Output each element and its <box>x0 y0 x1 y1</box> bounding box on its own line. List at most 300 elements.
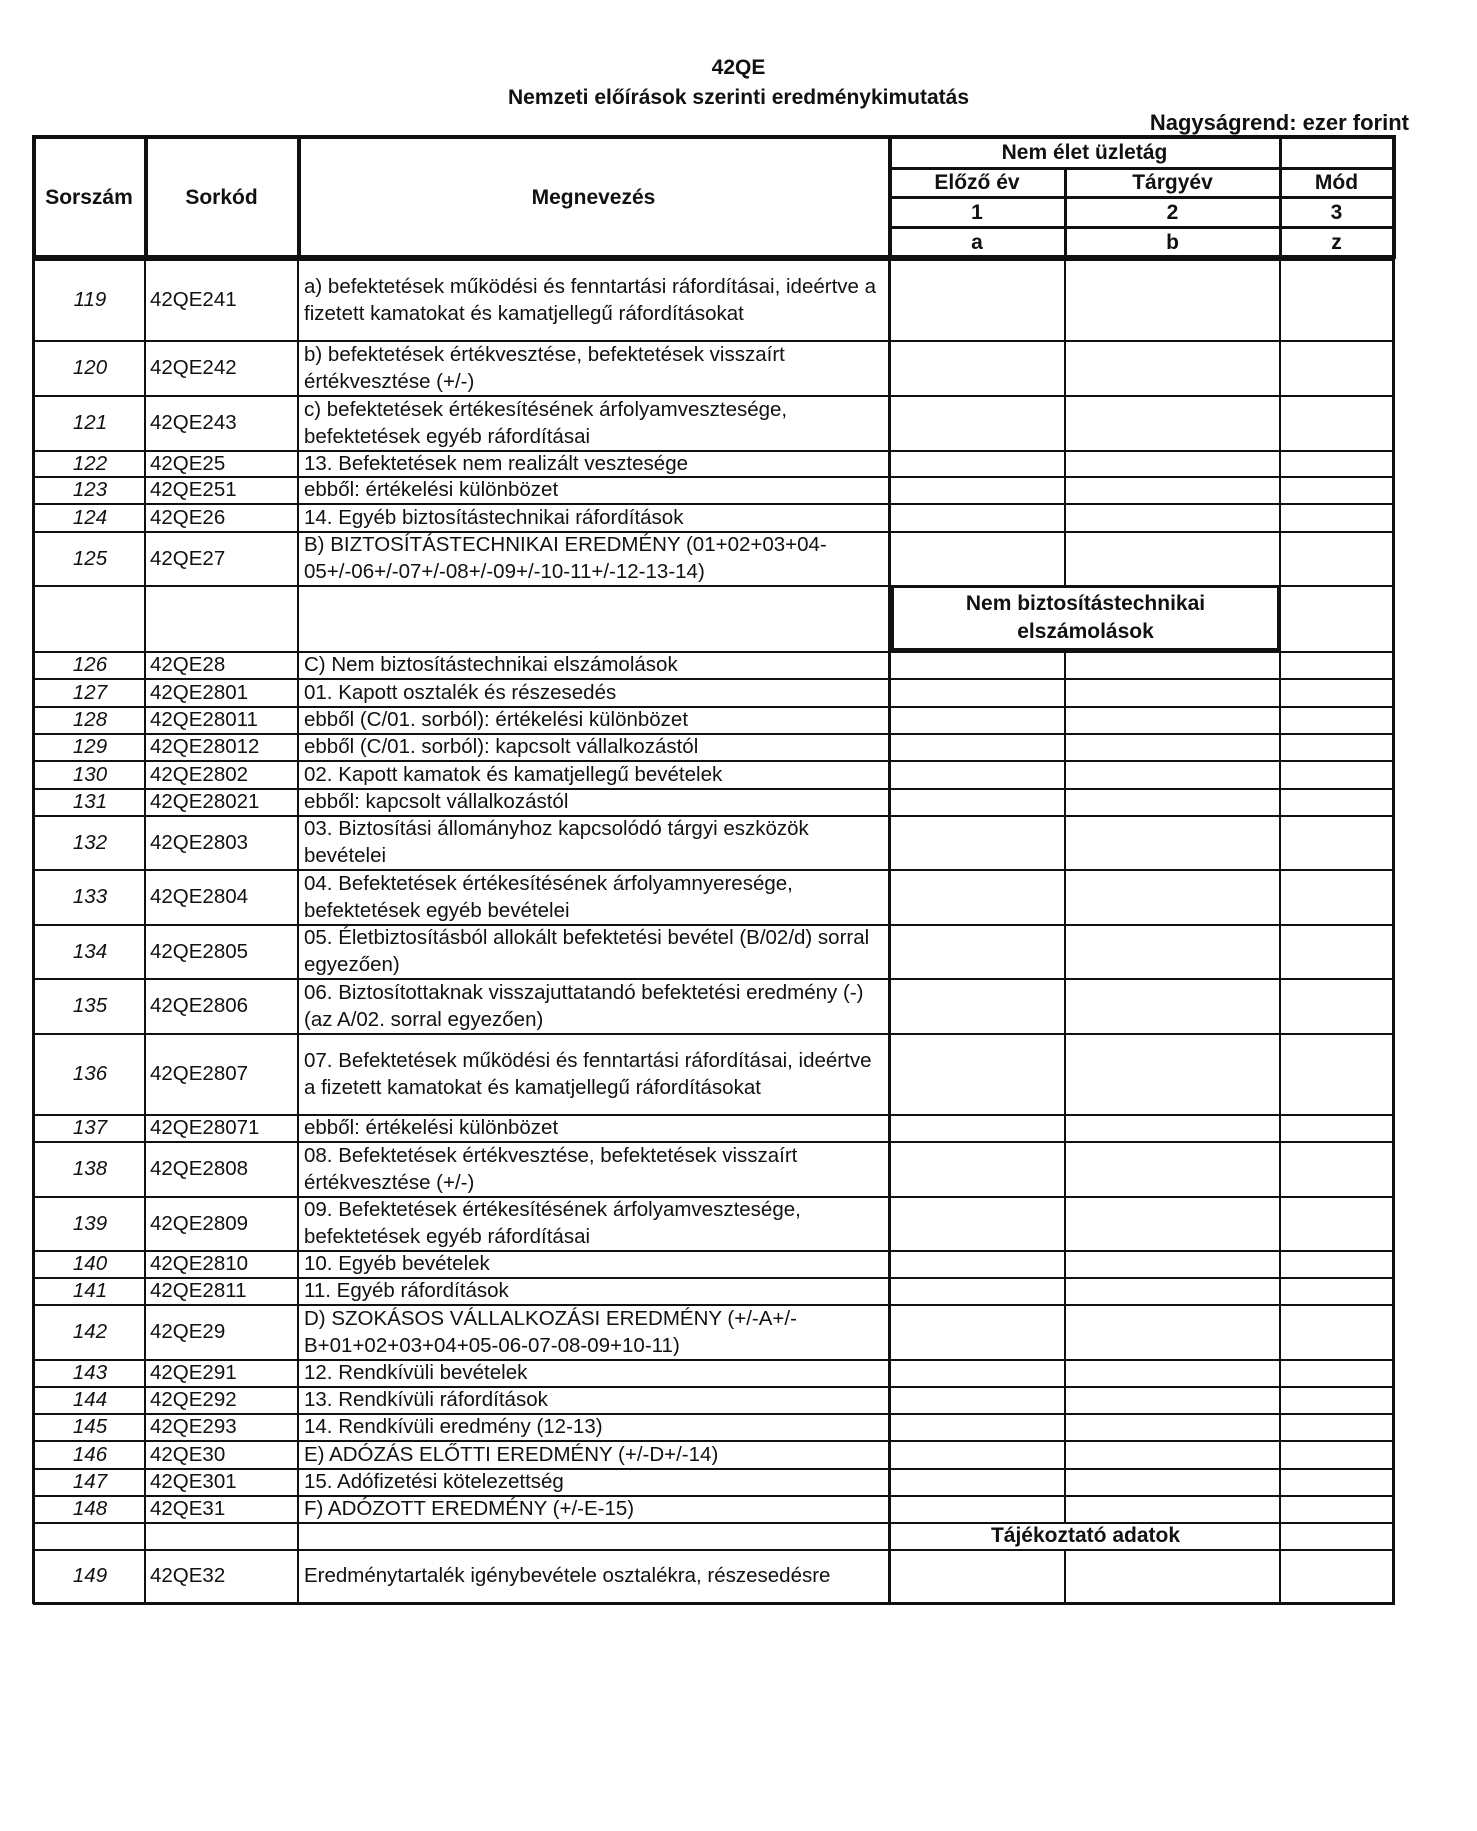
row-separator <box>33 395 1395 397</box>
row-code: 42QE291 <box>150 1361 237 1384</box>
value-cell-mod[interactable] <box>1281 1305 1392 1359</box>
row-name: 13. Befektetések nem realizált vesztesége <box>304 451 689 475</box>
body-vline <box>1279 978 1281 1033</box>
body-vline <box>1279 1413 1281 1440</box>
body-vline <box>1279 1114 1281 1141</box>
value-cell-current-year[interactable] <box>1066 816 1279 869</box>
body-vline <box>1064 503 1066 531</box>
body-vline <box>1064 1359 1066 1386</box>
value-cell-mod[interactable] <box>1281 1414 1392 1440</box>
value-cell-current-year[interactable] <box>1066 1550 1279 1602</box>
row-separator <box>33 978 1395 980</box>
row-separator <box>33 869 1395 871</box>
body-vline <box>1279 1196 1281 1250</box>
body-vline <box>1279 1250 1281 1277</box>
value-cell-current-year[interactable] <box>1066 652 1279 678</box>
row-separator <box>33 1495 1395 1497</box>
body-vline <box>1279 1033 1281 1114</box>
value-cell-mod[interactable] <box>1281 1469 1392 1495</box>
value-cell-prev-year[interactable] <box>891 504 1065 531</box>
row-separator <box>33 1277 1395 1279</box>
value-cell-current-year[interactable] <box>1066 1142 1279 1196</box>
value-cell-current-year[interactable] <box>1066 1251 1279 1277</box>
body-vline <box>1279 1522 1281 1549</box>
row-number: 139 <box>72 1211 108 1235</box>
row-name: 11. Egyéb ráfordítások <box>304 1279 509 1302</box>
row-separator <box>33 585 1395 587</box>
body-vline <box>1064 1196 1066 1250</box>
row-code: 42QE2811 <box>150 1279 247 1302</box>
row-name: a) befektetések működési és fenntartási ráfordításai, ideértve a fizetett kamatokat és kamatjellegű ráfordításokat <box>304 274 877 325</box>
row-name: Eredménytartalék igénybevétele osztalékra, részesedésre <box>304 1564 831 1587</box>
row-code: 42QE293 <box>150 1415 237 1438</box>
body-vline <box>1279 1440 1281 1468</box>
row-number: 131 <box>72 790 108 813</box>
body-vline <box>1064 340 1066 395</box>
value-cell-mod[interactable] <box>1281 504 1392 531</box>
value-cell-current-year[interactable] <box>1066 679 1279 706</box>
value-cell-prev-year[interactable] <box>891 1034 1065 1114</box>
row-separator <box>33 1141 1395 1143</box>
row-code: 42QE242 <box>150 356 237 379</box>
body-vline <box>1279 788 1281 815</box>
row-name: F) ADÓZOTT EREDMÉNY (+/-E-15) <box>304 1497 635 1520</box>
row-name: 08. Befektetések értékvesztése, befektetések visszaírt értékvesztése (+/-) <box>304 1143 798 1194</box>
row-code: 42QE2809 <box>150 1211 249 1235</box>
row-code: 42QE292 <box>150 1388 237 1411</box>
value-cell-prev-year[interactable] <box>891 1305 1065 1359</box>
col-header-prev-year: Előző év <box>934 171 1020 194</box>
body-vline <box>1279 340 1281 395</box>
row-separator <box>33 678 1395 680</box>
value-cell-prev-year[interactable] <box>891 1550 1065 1602</box>
body-vline <box>1064 760 1066 788</box>
row-separator <box>33 476 1395 478</box>
row-code: 42QE32 <box>150 1564 226 1587</box>
body-vline <box>1392 259 1395 1604</box>
row-separator <box>33 788 1395 790</box>
row-separator <box>33 924 1395 926</box>
row-code: 42QE243 <box>150 411 237 434</box>
value-cell-mod[interactable] <box>1281 1550 1392 1602</box>
row-name: D) SZOKÁSOS VÁLLALKOZÁSI EREDMÉNY (+/-A+/-B+01+02+03+04+05-06-07-08-09+10-11) <box>304 1306 797 1357</box>
row-number: 127 <box>72 680 108 704</box>
value-cell-current-year[interactable] <box>1066 1414 1279 1440</box>
value-cell-mod[interactable] <box>1281 1441 1392 1468</box>
row-code: 42QE2807 <box>150 1062 249 1085</box>
body-vline <box>1064 450 1066 476</box>
row-name: E) ADÓZÁS ELŐTTI EREDMÉNY (+/-D+/-14) <box>304 1442 719 1466</box>
row-code: 42QE25 <box>150 451 226 475</box>
body-vline <box>1279 1277 1281 1304</box>
row-number: 148 <box>72 1497 108 1520</box>
value-cell-current-year[interactable] <box>1066 477 1279 503</box>
value-cell-mod[interactable] <box>1281 341 1392 395</box>
row-number: 122 <box>72 451 108 475</box>
row-number: 142 <box>72 1320 108 1343</box>
body-vline <box>1064 1440 1066 1468</box>
value-cell-prev-year[interactable] <box>891 1142 1065 1196</box>
body-vline <box>1064 815 1066 869</box>
row-code: 42QE29 <box>150 1320 226 1343</box>
body-vline <box>1064 733 1066 760</box>
row-name: 03. Biztosítási állományhoz kapcsolódó tárgyi eszközök bevételei <box>304 817 809 867</box>
value-cell-prev-year[interactable] <box>891 870 1065 924</box>
row-name: 15. Adófizetési kötelezettség <box>304 1470 564 1493</box>
value-cell-mod[interactable] <box>1281 979 1392 1033</box>
section-header-info: Tájékoztató adatok <box>990 1524 1181 1547</box>
body-vline <box>1279 1495 1281 1522</box>
body-vline <box>1279 531 1281 585</box>
form-code: 42QE <box>711 56 766 79</box>
value-cell-mod[interactable] <box>1281 1251 1392 1277</box>
value-cell-mod[interactable] <box>1281 1387 1392 1413</box>
row-code: 42QE28 <box>150 653 226 676</box>
row-code: 42QE2804 <box>150 885 249 908</box>
section-header-nonins: Nem biztosítástechnikai elszámolások <box>891 585 1280 651</box>
value-cell-mod[interactable] <box>1281 1197 1392 1250</box>
value-cell-prev-year[interactable] <box>891 341 1065 395</box>
row-code: 42QE28071 <box>150 1116 260 1139</box>
row-name: 09. Befektetések értékesítésének árfolyamvesztesége, befektetések egyéb ráfordításai <box>304 1198 801 1248</box>
value-cell-prev-year[interactable] <box>891 1197 1065 1250</box>
value-cell-current-year[interactable] <box>1066 1360 1279 1386</box>
value-cell-current-year[interactable] <box>1066 341 1279 395</box>
value-cell-prev-year[interactable] <box>891 1251 1065 1277</box>
value-cell-prev-year[interactable] <box>891 532 1065 585</box>
value-cell-mod[interactable] <box>1281 679 1392 706</box>
body-vline <box>1279 651 1281 678</box>
body-vline <box>1279 1359 1281 1386</box>
value-cell-current-year[interactable] <box>1066 789 1279 815</box>
row-name: ebből (C/01. sorból): értékelési különbözet <box>304 708 689 731</box>
value-cell-mod[interactable] <box>1281 789 1392 815</box>
row-separator <box>33 1250 1395 1252</box>
body-vline <box>1279 733 1281 760</box>
body-vline <box>1279 1549 1281 1602</box>
body-vline <box>1279 1386 1281 1413</box>
value-cell-current-year[interactable] <box>1066 734 1279 760</box>
value-cell-mod[interactable] <box>1281 532 1392 585</box>
row-number: 120 <box>72 356 108 379</box>
row-number: 149 <box>72 1564 108 1587</box>
value-cell-current-year[interactable] <box>1066 979 1279 1033</box>
value-cell-current-year[interactable] <box>1066 761 1279 788</box>
value-cell-mod[interactable] <box>1281 707 1392 733</box>
row-name: 02. Kapott kamatok és kamatjellegű bevételek <box>304 762 723 786</box>
value-cell-prev-year[interactable] <box>891 652 1065 678</box>
body-vline <box>1064 1114 1066 1141</box>
col-header-sorszam: Sorszám <box>45 185 133 209</box>
value-cell-prev-year[interactable] <box>891 396 1065 450</box>
row-number: 123 <box>72 478 108 501</box>
value-cell-mod[interactable] <box>1281 1034 1392 1114</box>
row-name: 07. Befektetések működési és fenntartási ráfordításai, ideértve a fizetett kamatokat és kamatjellegű ráfordításokat <box>304 1048 872 1099</box>
row-separator <box>33 1522 1395 1524</box>
row-separator <box>33 531 1395 533</box>
row-number: 136 <box>72 1062 108 1085</box>
row-name: B) BIZTOSÍTÁSTECHNIKAI EREDMÉNY (01+02+03+04-05+/-06+/-07+/-08+/-09+/-10-11+/-12-13-14) <box>304 533 827 583</box>
body-vline <box>1064 395 1066 450</box>
value-cell-current-year[interactable] <box>1066 1496 1279 1522</box>
row-code: 42QE2801 <box>150 680 249 704</box>
value-cell-mod[interactable] <box>1281 1278 1392 1304</box>
value-cell-prev-year[interactable] <box>891 451 1065 476</box>
value-cell-mod[interactable] <box>1281 396 1392 450</box>
col-header-current-year: Tárgyév <box>1132 171 1213 194</box>
row-separator <box>33 1440 1395 1442</box>
body-vline <box>1279 869 1281 924</box>
row-separator <box>33 1033 1395 1035</box>
body-vline <box>1279 924 1281 978</box>
value-cell-mod[interactable] <box>1281 1115 1392 1141</box>
value-cell-current-year[interactable] <box>1066 451 1279 476</box>
row-code: 42QE251 <box>150 478 237 501</box>
row-separator <box>33 651 1395 653</box>
value-cell-current-year[interactable] <box>1066 1278 1279 1304</box>
body-vline <box>1279 678 1281 706</box>
body-vline <box>1064 476 1066 503</box>
row-number: 125 <box>72 546 108 570</box>
row-number: 144 <box>72 1388 108 1411</box>
value-cell-mod[interactable] <box>1281 477 1392 503</box>
row-number: 133 <box>72 885 108 908</box>
value-cell-prev-year[interactable] <box>891 734 1065 760</box>
row-code: 42QE28012 <box>150 735 260 758</box>
body-vline <box>1279 1468 1281 1495</box>
row-number: 128 <box>72 708 108 731</box>
row-name: ebből: értékelési különbözet <box>304 1116 559 1139</box>
body-vline <box>1064 651 1066 678</box>
row-code: 42QE241 <box>150 288 237 311</box>
value-cell-current-year[interactable] <box>1066 504 1279 531</box>
value-cell-prev-year[interactable] <box>891 1441 1065 1468</box>
row-name: C) Nem biztosítástechnikai elszámolások <box>304 653 678 676</box>
row-number: 129 <box>72 735 108 758</box>
row-code: 42QE30 <box>150 1442 226 1466</box>
row-name: 14. Egyéb biztosítástechnikai ráfordítások <box>304 505 684 529</box>
table-bottom-border <box>33 1602 1395 1605</box>
col-header-sorkod: Sorkód <box>185 185 258 209</box>
row-separator <box>33 1549 1395 1551</box>
body-vline <box>1279 585 1281 651</box>
body-vline <box>1279 395 1281 450</box>
col-number-2: 2 <box>1166 201 1179 224</box>
row-name: c) befektetések értékesítésének árfolyamvesztesége, befektetések egyéb ráfordításai <box>304 397 788 448</box>
value-cell-current-year[interactable] <box>1066 1034 1279 1114</box>
row-number: 146 <box>72 1442 108 1466</box>
body-vline <box>1064 1468 1066 1495</box>
value-cell-prev-year[interactable] <box>891 816 1065 869</box>
row-separator <box>33 706 1395 708</box>
col-number-3: 3 <box>1330 201 1343 224</box>
row-code: 42QE2802 <box>150 762 249 786</box>
row-code: 42QE31 <box>150 1497 226 1520</box>
row-separator <box>33 733 1395 735</box>
value-cell-prev-year[interactable] <box>891 979 1065 1033</box>
body-vline <box>1064 678 1066 706</box>
row-separator <box>33 1304 1395 1306</box>
row-code: 42QE28021 <box>150 790 260 813</box>
value-cell-prev-year[interactable] <box>891 1360 1065 1386</box>
row-number: 141 <box>72 1279 108 1302</box>
value-cell-mod[interactable] <box>1281 870 1392 924</box>
row-number: 143 <box>72 1361 108 1384</box>
row-separator <box>33 450 1395 452</box>
row-name: ebből: kapcsolt vállalkozástól <box>304 790 569 813</box>
row-number: 121 <box>72 411 108 434</box>
row-name: 04. Befektetések értékesítésének árfolyamnyeresége, befektetések egyéb bevételei <box>304 871 793 922</box>
body-vline <box>1279 1304 1281 1359</box>
row-name: 06. Biztosítottaknak visszajuttatandó befektetési eredmény (-) (az A/02. sorral egyezően) <box>304 980 864 1031</box>
col-number-1: 1 <box>971 201 983 224</box>
row-separator <box>33 760 1395 762</box>
row-number: 145 <box>72 1415 108 1438</box>
col-letter-z: z <box>1331 231 1342 254</box>
body-vline <box>1064 1033 1066 1114</box>
value-cell-current-year[interactable] <box>1066 1115 1279 1141</box>
value-cell-current-year[interactable] <box>1066 1305 1279 1359</box>
value-cell-current-year[interactable] <box>1066 260 1279 340</box>
value-cell-current-year[interactable] <box>1066 870 1279 924</box>
value-cell-mod[interactable] <box>1281 652 1392 678</box>
value-cell-mod[interactable] <box>1281 925 1392 978</box>
value-cell-prev-year[interactable] <box>891 260 1065 340</box>
body-vline <box>1064 259 1066 340</box>
row-number: 137 <box>72 1116 108 1139</box>
body-vline <box>1279 450 1281 476</box>
row-separator <box>33 815 1395 817</box>
row-code: 42QE2808 <box>150 1157 249 1180</box>
row-code: 42QE2806 <box>150 994 249 1017</box>
row-code: 42QE26 <box>150 505 226 529</box>
row-number: 126 <box>72 653 108 676</box>
body-vline <box>1064 1549 1066 1602</box>
row-name: b) befektetések értékvesztése, befektetések visszaírt értékvesztése (+/-) <box>304 342 785 393</box>
body-vline <box>1064 1495 1066 1522</box>
row-name: 05. Életbiztosításból allokált befektetési bevétel (B/02/d) sorral egyezően) <box>304 926 870 976</box>
row-separator <box>33 259 1395 261</box>
value-cell-prev-year[interactable] <box>891 925 1065 978</box>
value-cell-prev-year[interactable] <box>891 1469 1065 1495</box>
row-separator <box>33 1359 1395 1361</box>
body-vline <box>1064 788 1066 815</box>
value-cell-mod[interactable] <box>1281 451 1392 476</box>
value-cell-mod[interactable] <box>1281 1496 1392 1522</box>
value-cell-current-year[interactable] <box>1066 707 1279 733</box>
row-name: ebből (C/01. sorból): kapcsolt vállalkozástól <box>304 735 699 758</box>
body-vline <box>1064 1277 1066 1304</box>
value-cell-mod[interactable] <box>1281 1142 1392 1196</box>
body-vline <box>1064 706 1066 733</box>
body-vline <box>1064 1141 1066 1196</box>
row-code: 42QE2803 <box>150 830 249 854</box>
row-separator <box>33 1468 1395 1470</box>
value-cell-current-year[interactable] <box>1066 1197 1279 1250</box>
value-cell-mod[interactable] <box>1281 734 1392 760</box>
body-vline <box>1279 760 1281 788</box>
body-vline <box>1064 924 1066 978</box>
value-cell-current-year[interactable] <box>1066 1441 1279 1468</box>
value-cell-prev-year[interactable] <box>891 707 1065 733</box>
value-cell-prev-year[interactable] <box>891 1387 1065 1413</box>
row-name: 13. Rendkívüli ráfordítások <box>304 1388 548 1411</box>
col-header-group: Nem élet üzletág <box>1001 140 1168 164</box>
value-cell-mod[interactable] <box>1281 761 1392 788</box>
body-vline <box>1279 815 1281 869</box>
value-cell-prev-year[interactable] <box>891 477 1065 503</box>
row-number: 124 <box>72 505 108 529</box>
row-separator <box>33 1196 1395 1198</box>
value-cell-prev-year[interactable] <box>891 1278 1065 1304</box>
value-cell-mod[interactable] <box>1281 816 1392 869</box>
row-number: 134 <box>72 939 108 963</box>
row-code: 42QE27 <box>150 546 226 570</box>
body-vline <box>1064 1250 1066 1277</box>
row-name: 01. Kapott osztalék és részesedés <box>304 680 617 704</box>
value-cell-prev-year[interactable] <box>891 1115 1065 1141</box>
value-cell-prev-year[interactable] <box>891 1414 1065 1440</box>
row-number: 147 <box>72 1470 108 1493</box>
row-name: 12. Rendkívüli bevételek <box>304 1361 528 1384</box>
col-header-megnevezes: Megnevezés <box>531 185 656 209</box>
body-vline <box>1279 1141 1281 1196</box>
row-number: 135 <box>72 994 108 1017</box>
unit-label: Nagyságrend: ezer forint <box>1149 110 1409 135</box>
value-cell-mod[interactable] <box>1281 260 1392 340</box>
col-header-mod: Mód <box>1314 171 1359 194</box>
body-vline <box>1064 531 1066 585</box>
value-cell-prev-year[interactable] <box>891 761 1065 788</box>
row-name: ebből: értékelési különbözet <box>304 478 559 501</box>
row-separator <box>33 1413 1395 1415</box>
value-cell-prev-year[interactable] <box>891 1496 1065 1522</box>
body-vline <box>1064 1413 1066 1440</box>
body-vline <box>1279 259 1281 340</box>
row-name: 10. Egyéb bevételek <box>304 1252 490 1275</box>
body-vline <box>1064 1304 1066 1359</box>
value-cell-current-year[interactable] <box>1066 925 1279 978</box>
row-separator <box>33 503 1395 505</box>
body-vline <box>1279 706 1281 733</box>
row-code: 42QE2805 <box>150 939 249 963</box>
body-vline <box>1279 503 1281 531</box>
value-cell-current-year[interactable] <box>1066 396 1279 450</box>
row-separator <box>33 1386 1395 1388</box>
value-cell-prev-year[interactable] <box>891 789 1065 815</box>
value-cell-mod[interactable] <box>1281 1360 1392 1386</box>
body-vline <box>1064 1386 1066 1413</box>
row-separator <box>33 1114 1395 1116</box>
row-number: 138 <box>72 1157 108 1180</box>
row-code: 42QE28011 <box>150 708 258 731</box>
value-cell-prev-year[interactable] <box>891 679 1065 706</box>
col-letter-b: b <box>1166 231 1179 254</box>
row-name: 14. Rendkívüli eredmény (12-13) <box>304 1415 603 1438</box>
value-cell-current-year[interactable] <box>1066 1469 1279 1495</box>
row-separator <box>33 340 1395 342</box>
body-vline <box>1064 978 1066 1033</box>
row-number: 132 <box>72 830 108 854</box>
row-number: 140 <box>72 1252 108 1275</box>
col-letter-a: a <box>971 231 983 254</box>
row-code: 42QE2810 <box>150 1252 249 1275</box>
row-number: 130 <box>72 762 108 786</box>
row-number: 119 <box>73 288 107 311</box>
value-cell-current-year[interactable] <box>1066 532 1279 585</box>
body-vline <box>1064 869 1066 924</box>
value-cell-current-year[interactable] <box>1066 1387 1279 1413</box>
